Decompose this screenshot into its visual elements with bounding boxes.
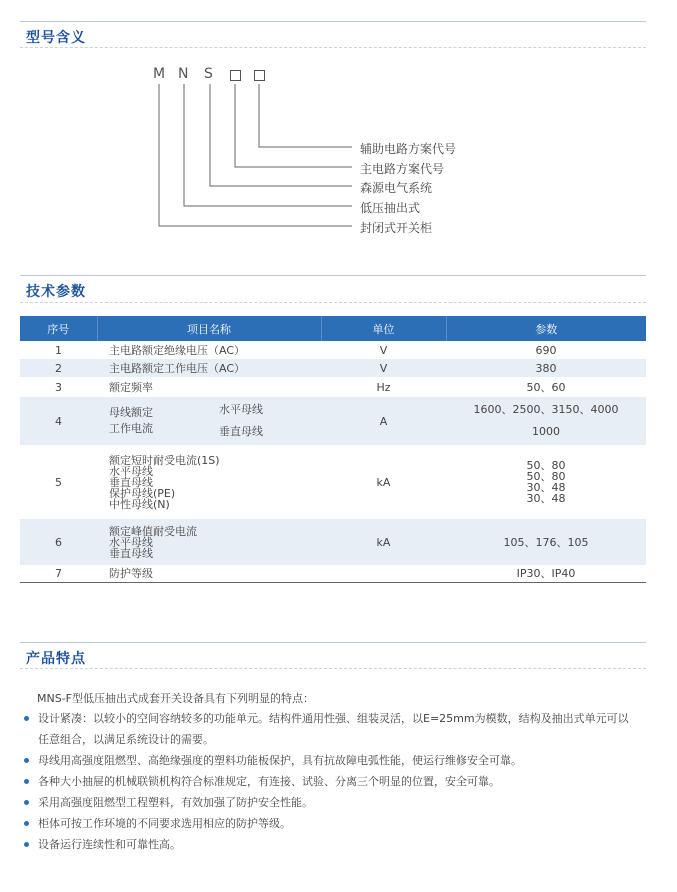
row-value: 690 [535, 343, 557, 357]
list-item [24, 792, 654, 813]
row-unit: V [379, 343, 388, 357]
row-value [446, 397, 646, 445]
row-name-line: 额定短时耐受电流(1S) [109, 453, 220, 467]
model-letter-n: N [178, 66, 189, 82]
feature-text: 各种大小抽屉的机械联锁机构符合标准规定，有连接、试验、分离三个明显的位置，安全可靠。 [38, 775, 500, 788]
row-name: 防护等级 [97, 565, 321, 582]
row-no: 6 [20, 519, 97, 565]
bullet-icon [24, 821, 29, 826]
model-letter-m: M [153, 66, 166, 82]
row-unit: V [321, 359, 446, 377]
section-title-tech: 技术参数 [26, 284, 86, 300]
row-unit: Hz [376, 380, 391, 394]
row-name-line: 工作电流 [109, 422, 153, 435]
table-header-row [20, 316, 646, 341]
row-value-line: 30、48 [526, 481, 566, 494]
row-name-line: 中性母线(N) [109, 497, 170, 511]
section-divider [20, 668, 646, 669]
row-name [97, 519, 321, 565]
row-name: 额定频率 [109, 381, 153, 394]
bullet-icon [24, 842, 29, 847]
model-letter-s: S [204, 66, 213, 82]
row-value: 105、176、105 [446, 519, 646, 565]
row-name-line: 水平母线 [109, 535, 153, 549]
section-divider [20, 642, 646, 643]
feature-text: 设计紧凑：以较小的空间容纳较多的功能单元。结构件通用性强、组装灵活，以E=25mm为模数，结构及抽出式单元可以 [38, 712, 629, 725]
row-value-line: 50、80 [526, 459, 566, 472]
list-item [24, 729, 654, 750]
col-header-unit: 单位 [321, 316, 446, 341]
section-divider [20, 275, 646, 276]
row-no: 2 [20, 359, 97, 377]
list-item [24, 834, 654, 855]
col-header-name: 项目名称 [97, 316, 321, 341]
features-list [24, 708, 654, 855]
row-name-line: 额定峰值耐受电流 [109, 524, 197, 538]
row-name-line: 垂直母线 [109, 546, 153, 560]
model-label-main-circuit: 主电路方案代号 [360, 162, 445, 176]
row-name-line: 水平母线 [109, 464, 153, 478]
col-header-value: 参数 [446, 316, 646, 341]
row-value: 50、60 [526, 381, 566, 394]
col-header-no: 序号 [20, 316, 97, 341]
section-title-model: 型号含义 [26, 30, 86, 46]
row-value-line: 50、80 [526, 470, 566, 483]
row-value-line: 30、48 [526, 492, 566, 505]
row-value [446, 445, 646, 519]
row-unit: kA [321, 519, 446, 565]
row-name-line: 保护母线(PE) [109, 486, 176, 500]
bullet-icon [24, 716, 29, 721]
row-name-line: 母线额定 [109, 406, 153, 419]
bullet-icon [24, 779, 29, 784]
row-no: 1 [55, 343, 62, 357]
row-name [97, 397, 321, 445]
list-item [24, 708, 654, 729]
bullet-icon [24, 800, 29, 805]
row-name-line: 垂直母线 [109, 475, 153, 489]
row-value-line: 1600、2500、3150、4000 [473, 403, 619, 416]
table-row [20, 341, 646, 359]
model-label-withdrawable: 低压抽出式 [360, 201, 421, 215]
model-label-aux-circuit: 辅助电路方案代号 [360, 142, 457, 156]
feature-text: 柜体可按工作环境的不同要求选用相应的防护等级。 [38, 817, 291, 830]
model-label-enclosed: 封闭式开关柜 [360, 221, 433, 235]
row-name: 主电路额定工作电压（AC） [97, 359, 321, 377]
list-item [24, 813, 654, 834]
model-label-system: 森源电气系统 [360, 181, 433, 195]
row-no: 5 [55, 475, 62, 489]
row-unit [321, 565, 446, 582]
model-leader-lines [0, 0, 677, 260]
table-row [20, 445, 646, 519]
table-row [20, 359, 646, 377]
feature-text: 采用高强度阻燃型工程塑料，有效加强了防护安全性能。 [38, 796, 313, 809]
row-name: 主电路额定绝缘电压（AC） [109, 344, 246, 357]
section-divider [20, 302, 646, 303]
row-no: 7 [20, 565, 97, 582]
row-subname: 垂直母线 [219, 425, 263, 438]
table-row [20, 519, 646, 565]
section-title-features: 产品特点 [26, 651, 86, 667]
row-name [97, 445, 321, 519]
table-row [20, 565, 646, 582]
row-value: IP30、IP40 [446, 565, 646, 582]
row-no: 3 [55, 380, 62, 394]
row-subname: 水平母线 [219, 403, 263, 416]
feature-text: 母线用高强度阻燃型、高绝缘强度的塑料功能板保护，具有抗故障电弧性能，使运行维修安全可靠。 [38, 754, 522, 767]
bullet-icon [24, 758, 29, 763]
row-value-line: 1000 [532, 425, 560, 438]
feature-text: 设备运行连续性和可靠性高。 [38, 838, 181, 851]
spec-table [20, 316, 646, 583]
features-intro: MNS-F型低压抽出式成套开关设备具有下列明显的特点： [37, 692, 314, 705]
row-unit: A [321, 397, 446, 445]
row-unit: kA [376, 475, 391, 489]
row-no: 4 [20, 397, 97, 445]
list-item [24, 750, 654, 771]
table-row [20, 377, 646, 397]
feature-text: 任意组合，以满足系统设计的需要。 [38, 733, 214, 746]
model-code-diagram [0, 0, 677, 260]
list-item [24, 771, 654, 792]
table-row [20, 397, 646, 445]
row-value: 380 [446, 359, 646, 377]
